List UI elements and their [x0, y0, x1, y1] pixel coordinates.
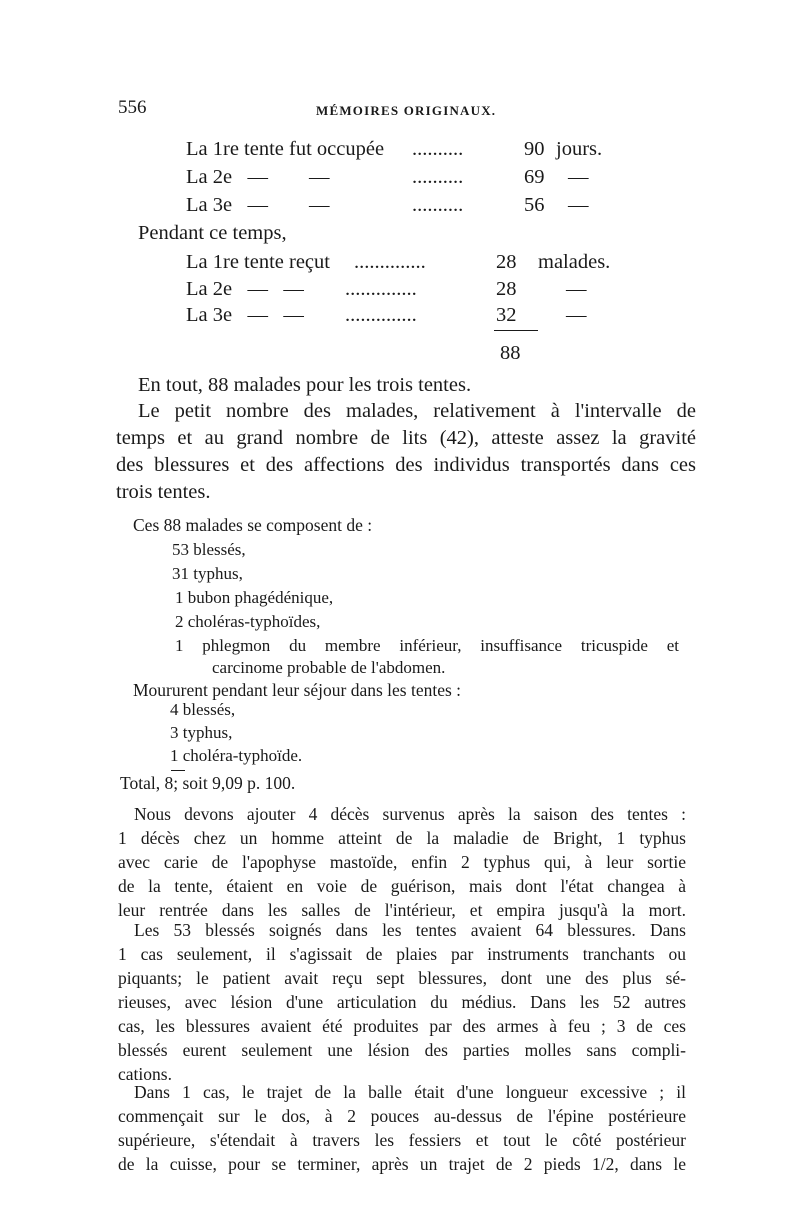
leader-dots: ..............	[345, 304, 417, 326]
occupation-unit: —	[568, 166, 589, 188]
list-item: 1 choléra-typhoïde.	[170, 746, 303, 765]
reception-unit: —	[566, 304, 587, 326]
running-head: MÉMOIRES ORIGINAUX.	[316, 103, 497, 118]
reception-row	[0, 304, 800, 330]
text-line: trois tentes.	[116, 481, 211, 503]
sum-rule	[494, 330, 538, 331]
text-line: Les 53 blessés soignés dans les tentes avaient 64 blessures. Dans	[134, 920, 686, 940]
occupation-row	[0, 194, 800, 220]
deaths-total: Total, 8; soit 9,09 p. 100.	[120, 773, 296, 793]
deaths-intro: Moururent pendant leur séjour dans les tentes :	[133, 680, 462, 700]
text-line: 1 cas seulement, il s'agissait de plaies par instruments tranchants ou	[118, 944, 686, 964]
list-item: 1 phlegmon du membre inférieur, insuffisance tricuspide et	[175, 636, 679, 655]
occupation-label: La 1re tente fut occupée	[186, 138, 385, 160]
list-item: 2 choléras-typhoïdes,	[175, 612, 321, 631]
text-line: piquants; le patient avait reçu sept blessures, dont une des plus sé-	[118, 968, 686, 988]
leader-dots: ..........	[412, 194, 464, 216]
reception-label: La 1re tente reçut	[186, 251, 330, 273]
occupation-intro: Pendant ce temps,	[138, 222, 287, 244]
text-line: cas, les blessures avaient été produites par des armes à feu ; 3 de ces	[118, 1016, 686, 1036]
text-line: blessés eurent seulement une lésion des parties molles sans compli-	[118, 1040, 686, 1060]
reception-count: 28	[496, 251, 517, 273]
text-line: Nous devons ajouter 4 décès survenus après la saison des tentes :	[134, 804, 686, 824]
occupation-days: 56	[524, 194, 545, 216]
occupation-row	[0, 138, 800, 164]
text-line: de la tente, étaient en voie de guérison, mais dont l'état changea à	[118, 876, 686, 896]
reception-count: 28	[496, 278, 517, 300]
text-line: supérieure, s'étendait à travers les fessiers et tout le côté postérieur	[118, 1130, 686, 1150]
occupation-days: 90	[524, 138, 545, 160]
reception-row	[0, 251, 800, 277]
leader-dots: ..............	[354, 251, 426, 273]
occupation-unit: —	[568, 194, 589, 216]
list-item: 4 blessés,	[170, 700, 236, 719]
reception-row	[0, 278, 800, 304]
list-item: 31 typhus,	[172, 564, 243, 583]
occupation-days: 69	[524, 166, 545, 188]
text-line: des blessures et des affections des individus transportés dans ces	[116, 454, 696, 476]
text-line: Le petit nombre des malades, relativement à l'intervalle de	[138, 400, 696, 422]
leader-dots: ..............	[345, 278, 417, 300]
text-line: de la cuisse, pour se terminer, après un trajet de 2 pieds 1/2, dans le	[118, 1154, 686, 1174]
list-item-continuation: carcinome probable de l'abdomen.	[212, 658, 446, 677]
text-line: commençait sur le dos, à 2 pouces au-dessus de l'épine postérieure	[118, 1106, 686, 1126]
total-sentence: En tout, 88 malades pour les trois tentes.	[138, 374, 472, 396]
reception-total: 88	[500, 342, 521, 364]
reception-count: 32	[496, 304, 517, 326]
paragraph-petit-nombre	[116, 400, 696, 510]
leader-dots: ..........	[412, 138, 464, 160]
total-rule	[171, 770, 185, 771]
list-item: 3 typhus,	[170, 723, 233, 742]
leader-dots: ..........	[412, 166, 464, 188]
text-line: cations.	[118, 1064, 172, 1084]
reception-unit: —	[566, 278, 587, 300]
occupation-unit: jours.	[556, 138, 603, 160]
text-line: rieuses, avec lésion d'une articulation du médius. Dans les 52 autres	[118, 992, 686, 1012]
list-item: 53 blessés,	[172, 540, 246, 559]
text-line: 1 décès chez un homme atteint de la maladie de Bright, 1 typhus	[118, 828, 686, 848]
occupation-label: La 3e — —	[186, 194, 330, 216]
reception-label: La 3e — —	[186, 304, 304, 326]
text-line: temps et au grand nombre de lits (42), atteste assez la gravité	[116, 427, 696, 449]
text-line: Dans 1 cas, le trajet de la balle était d'une longueur excessive ; il	[134, 1082, 686, 1102]
occupation-row	[0, 166, 800, 192]
page-number: 556	[118, 97, 147, 118]
paragraph-dans-1-cas	[118, 1082, 686, 1182]
text-line: avec carie de l'apophyse mastoïde, enfin 2 typhus qui, à leur sortie	[118, 852, 686, 872]
paragraph-nous-devons	[118, 804, 686, 924]
list-item: 1 bubon phagédénique,	[175, 588, 334, 607]
reception-label: La 2e — —	[186, 278, 304, 300]
paragraph-les-53	[118, 920, 686, 1090]
reception-unit: malades.	[538, 251, 611, 273]
occupation-label: La 2e — —	[186, 166, 330, 188]
text-line: leur rentrée dans les salles de l'intérieur, et empira jusqu'à la mort.	[118, 900, 686, 920]
composition-intro: Ces 88 malades se composent de :	[133, 515, 373, 535]
